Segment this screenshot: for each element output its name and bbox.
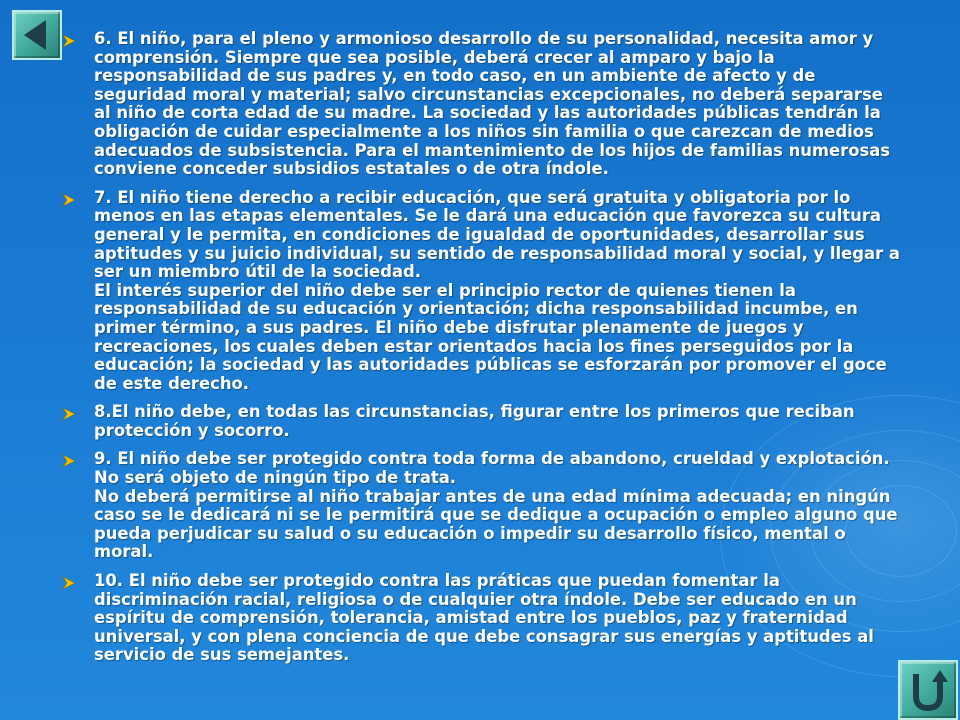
list-item-text: 10. El niño debe ser protegido contra las práticas que puedan fomentar la discriminación racial, religiosa o de cualquier otra índole. Debe ser educado en un espíritu de comprensión, tolerancia, amistad entre los pueblos, paz y fraternidad universal, y con plena conciencia de que debe consagrar sus energías y aptitudes al servicio de sus semejantes. [94,571,874,665]
back-button[interactable] [12,10,62,60]
list-item [62,450,904,562]
list-item-text: 9. El niño debe ser protegido contra toda forma de abandono, crueldad y explotación. No será objeto de ningún tipo de trata. No deberá permitirse al niño trabajar antes de una edad mínima adecuada; en ningún caso se le dedicará ni se le permitirá que se dedique a ocupación o empleo alguno que pueda perjudicar su salud o su educación o impedir su desarrollo físico, mental o moral. [94,449,898,562]
arrow-bullet-icon [62,576,76,590]
list-item [62,189,904,394]
arrow-bullet-icon [62,34,76,48]
list-item-text: 7. El niño tiene derecho a recibir educación, que será gratuita y obligatoria por lo menos en las etapas elementales. Se le dará una educación que favorezca su cultura general y le permita, en condiciones de igualdad de oportunidades, desarrollar sus aptitudes y su juicio individual, su sentido de responsabilidad moral y social, y llegar a ser un miembro útil de la sociedad. El interés superior del niño debe ser el principio rector de quienes tienen la responsabilidad de su educación y orientación; dicha responsabilidad incumbe, en primer término, a sus padres. El niño debe disfrutar plenamente de juegos y recreaciones, los cuales deben estar orientados hacia los fines perseguidos por la educación; la sociedad y las autoridades públicas se esforzarán por promover el goce de este derecho. [94,187,900,393]
list-item [62,572,904,665]
list-item-text: 6. El niño, para el pleno y armonioso desarrollo de su personalidad, necesita amor y comprensión. Siempre que sea posible, deberá crecer al amparo y bajo la responsabilidad de sus padres y, en todo caso, en un ambiente de afecto y de seguridad moral y material; salvo circunstancias excepcionales, no deberá separarse al niño de corta edad de su madre. La sociedad y las autoridades públicas tendrán la obligación de cuidar especialmente a los niños sin familia o que carezcan de medios adecuados de subsistencia. Para el mantenimiento de los hijos de familias numerosas conviene conceder subsidios estatales o de otra índole. [94,29,891,179]
arrow-bullet-icon [62,407,76,421]
return-button[interactable] [898,660,958,720]
list-item [62,30,904,179]
list-item-text: 8.El niño debe, en todas las circunstancias, figurar entre los primeros que reciban protección y socorro. [94,402,855,440]
u-turn-return-icon [900,662,956,718]
list-item [62,403,904,440]
arrow-bullet-icon [62,193,76,207]
arrow-bullet-icon [62,454,76,468]
triangle-left-icon [14,12,60,58]
content-list [62,30,904,675]
